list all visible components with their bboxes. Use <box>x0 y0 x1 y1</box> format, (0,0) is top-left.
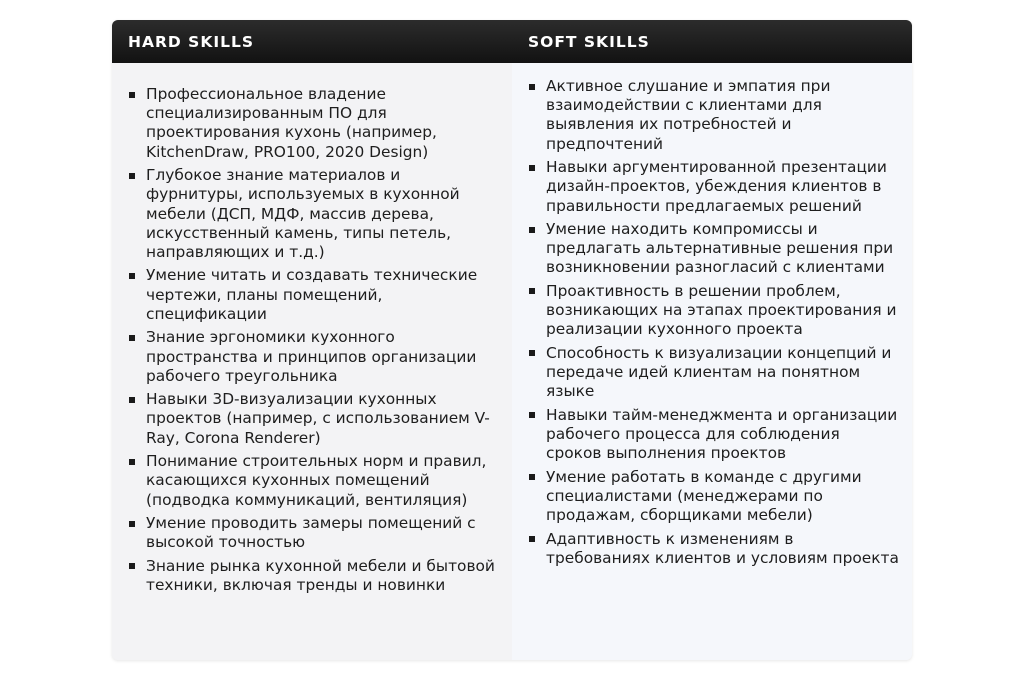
list-item: Умение читать и создавать технические чертежи, планы помещений, спецификации <box>128 266 496 324</box>
hard-skills-list <box>128 85 496 595</box>
list-item: Понимание строительных норм и правил, касающихся кухонных помещений (подводка коммуникаций, вентиляция) <box>128 452 496 510</box>
list-item: Активное слушание и эмпатия при взаимодействии с клиентами для выявления их потребностей и предпочтений <box>528 77 900 154</box>
list-item: Знание эргономики кухонного пространства и принципов организации рабочего треугольника <box>128 328 496 386</box>
list-item: Способность к визуализации концепций и передаче идей клиентам на понятном языке <box>528 344 900 402</box>
soft-skills-heading: SOFT SKILLS <box>528 32 650 51</box>
list-item: Навыки аргументированной презентации дизайн-проектов, убеждения клиентов в правильности предлагаемых решений <box>528 158 900 216</box>
list-item: Навыки тайм-менеджмента и организации рабочего процесса для соблюдения сроков выполнения проектов <box>528 406 900 464</box>
hard-skills-column <box>112 63 512 660</box>
list-item: Проактивность в решении проблем, возникающих на этапах проектирования и реализации кухонного проекта <box>528 282 900 340</box>
list-item: Умение находить компромиссы и предлагать альтернативные решения при возникновении разногласий с клиентами <box>528 220 900 278</box>
list-item: Знание рынка кухонной мебели и бытовой техники, включая тренды и новинки <box>128 557 496 595</box>
list-item: Глубокое знание материалов и фурнитуры, используемых в кухонной мебели (ДСП, МДФ, массив дерева, искусственный камень, типы петель, направляющих и т.д.) <box>128 166 496 262</box>
list-item: Навыки 3D-визуализации кухонных проектов (например, с использованием V-Ray, Corona Renderer) <box>128 390 496 448</box>
list-item: Умение работать в команде с другими специалистами (менеджерами по продажам, сборщиками мебели) <box>528 468 900 526</box>
skills-table <box>112 20 912 660</box>
table-body <box>112 63 912 660</box>
soft-skills-column <box>512 63 912 660</box>
soft-skills-list <box>528 77 900 568</box>
list-item: Умение проводить замеры помещений с высокой точностью <box>128 514 496 552</box>
list-item: Адаптивность к изменениям в требованиях клиентов и условиям проекта <box>528 530 900 568</box>
hard-skills-heading: HARD SKILLS <box>128 32 255 51</box>
table-header <box>112 20 912 63</box>
list-item: Профессиональное владение специализированным ПО для проектирования кухонь (например, KitchenDraw, PRO100, 2020 Design) <box>128 85 496 162</box>
